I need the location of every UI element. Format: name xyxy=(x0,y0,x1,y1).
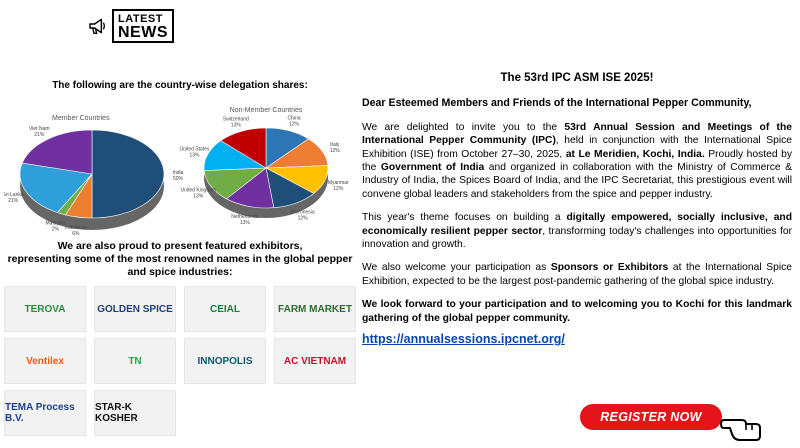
pie-label-italy: Italy 12% xyxy=(329,141,340,154)
exhibitor-logo-terova: TEROVA xyxy=(4,286,86,332)
pie-label-united-kingdom: United Kingdom 13% xyxy=(180,187,217,200)
p1-text-a: We are delighted to invite you to the xyxy=(362,121,565,133)
p1-text-d: at Le Meridien, Kochi, India. xyxy=(565,148,705,160)
latest-news-badge xyxy=(88,6,174,46)
exhibitor-logo-innopolis: INNOPOLIS xyxy=(184,338,266,384)
paragraph-invitation xyxy=(362,121,792,201)
greeting: Dear Esteemed Members and Friends of the International Pepper Community, xyxy=(362,97,752,110)
p1-text-c: , held in conjunction with the International Spice Exhibition (ISE) from October 27–30, 2025, xyxy=(362,135,792,160)
megaphone-icon xyxy=(88,11,108,41)
p2-text-a: This year's theme focuses on building a xyxy=(362,212,567,224)
p2-text-c: , transforming today's challenges into opportunities for innovation and growth. xyxy=(362,225,793,251)
paragraph-theme xyxy=(362,211,792,251)
pie-label-malaysia: Malaysia 2% xyxy=(45,220,66,233)
pointing-hand-icon xyxy=(720,406,768,442)
pie-label-myanmar: Myanmar 12% xyxy=(327,180,349,193)
p1-text-f: Government of India xyxy=(380,162,485,174)
p1-text-e: Proudly hosted by the xyxy=(362,148,793,174)
event-title: The 53rd IPC ASM ISE 2025! xyxy=(500,72,654,84)
exhibitor-logo-ventilex: Ventilex xyxy=(4,338,86,384)
exhibitor-logo-farm-market: FARM MARKET xyxy=(274,286,356,332)
p3-text-c: at the International Spice Exhibition, expected to be the largest post-pandemic gathering of the global spice industry. xyxy=(362,262,793,287)
pie-label-indonesia: Indonesia 6% xyxy=(65,225,87,238)
exhibitor-logo-grid xyxy=(4,286,356,444)
closing-text: We look forward to your participation and to welcoming you to Kochi for this landmark gathering of the global pepper community. xyxy=(362,299,792,324)
p3-text-a: We also welcome your participation as xyxy=(362,262,551,274)
exhibitors-title-line2: representing some of the most renowned names in the global pepper xyxy=(7,253,353,265)
exhibitor-logo-tema-process-b-v-: TEMA Process B.V. xyxy=(4,390,86,436)
exhibitor-logo-tn: TN xyxy=(94,338,176,384)
pie-label-united-states: United States 13% xyxy=(179,146,210,159)
delegation-charts xyxy=(4,96,356,238)
pie-label-india: India 50% xyxy=(172,170,184,182)
badge-text-box xyxy=(112,9,174,43)
p3-text-b: Sponsors or Exhibitors xyxy=(550,262,669,274)
badge-line1: LATEST xyxy=(118,13,163,25)
invitation-text xyxy=(362,72,792,348)
pie-title-0: Member Countries xyxy=(52,115,110,122)
p2-text-b: digitally empowered, socially inclusive, and economically resilient pepper sector xyxy=(362,212,792,237)
delegation-shares-title: The following are the country-wise delegation shares: xyxy=(52,80,308,91)
pie-charts-svg xyxy=(4,96,356,238)
exhibitor-logo-ceial: CEIAL xyxy=(184,286,266,332)
pie-label-netherlands: Netherlands 13% xyxy=(231,213,259,226)
exhibitor-logo-star-k-kosher: STAR-K KOSHER xyxy=(94,390,176,436)
pie-label-micronesia: Micronesia 12% xyxy=(290,209,315,222)
pie-label-switzerland: Switzerland 13% xyxy=(222,116,249,129)
p1-text-b: 53rd Annual Session and Meetings of the International Pepper Community (IPC) xyxy=(362,121,793,147)
annual-sessions-link[interactable]: https://annualsessions.ipcnet.org/ xyxy=(362,332,565,347)
pie-label-china: China 12% xyxy=(287,115,301,128)
exhibitor-logo-ac-vietnam: AC VIETNAM xyxy=(274,338,356,384)
exhibitors-title xyxy=(0,240,360,279)
register-now-button[interactable]: REGISTER NOW xyxy=(580,404,722,430)
p1-text-g: and organized in collaboration with the Ministry of Commerce & Industry of India, the Spices Board of India, and the IPC Secretariat, this prestigious event will convene global leaders and stakeholders from the spice and pepper industry. xyxy=(362,162,793,200)
pie-label-viet-nam: Viet Nam 21% xyxy=(29,125,50,138)
pie-label-sri-lanka: Sri Lanka 21% xyxy=(4,192,24,205)
badge-line2: NEWS xyxy=(118,24,168,41)
pie-title-1: Non-Member Countries xyxy=(229,107,303,114)
exhibitors-title-line1: We are also proud to present featured exhibitors, xyxy=(57,240,303,252)
paragraph-sponsors xyxy=(362,261,792,288)
exhibitor-logo-golden-spice: GOLDEN SPICE xyxy=(94,286,176,332)
exhibitors-title-line3: and spice industries: xyxy=(127,266,233,278)
